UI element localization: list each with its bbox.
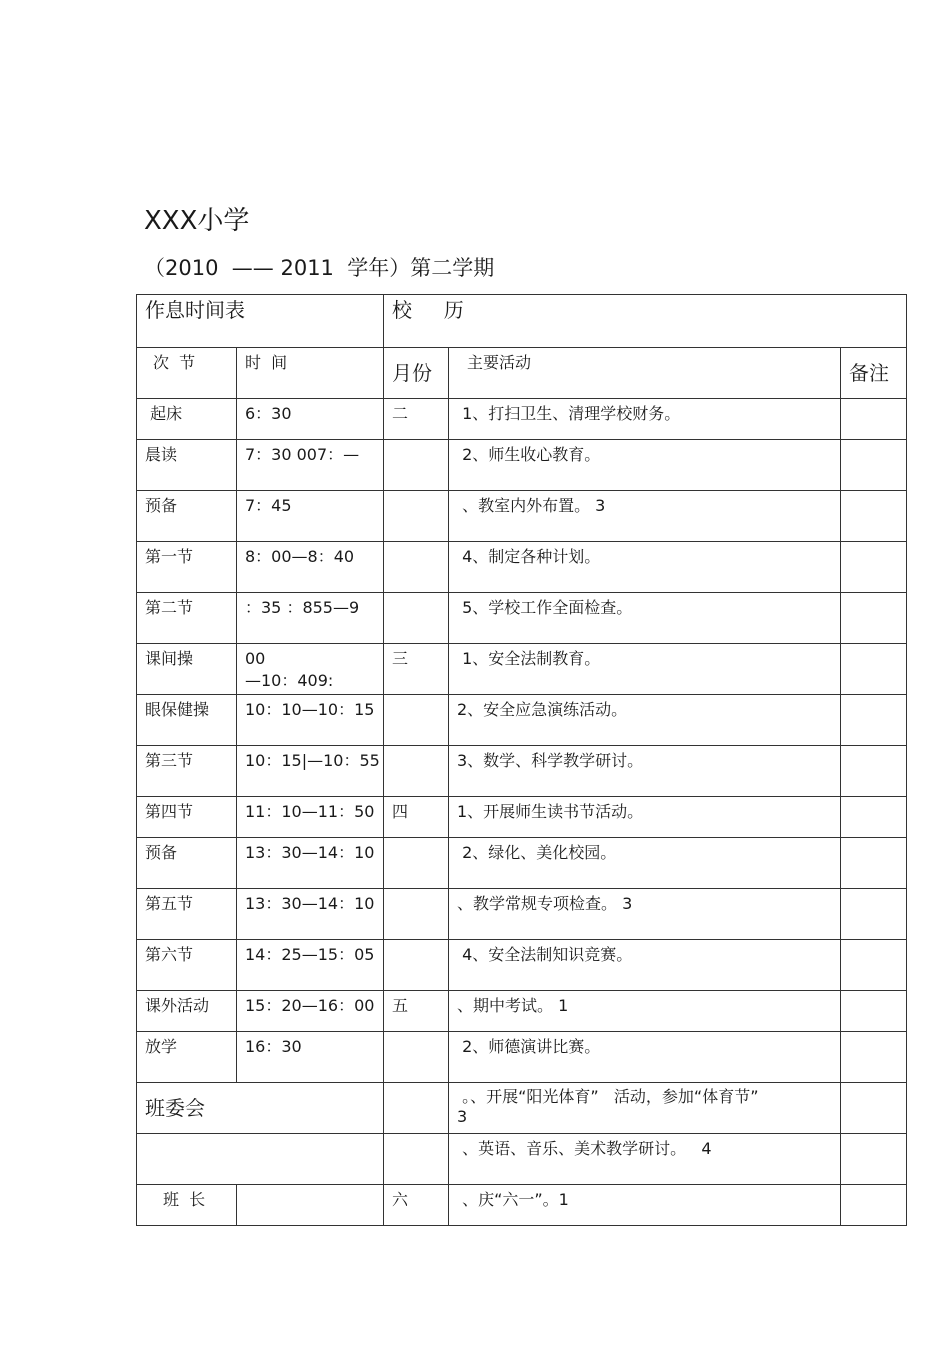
table-row xyxy=(137,593,907,644)
row-month: 五 xyxy=(392,996,409,1015)
table-row xyxy=(137,695,907,746)
header-time xyxy=(237,348,384,399)
row-activity: 、英语、音乐、美术教学研讨。 4 xyxy=(457,1139,712,1158)
committee-label: 班委会 xyxy=(145,1096,205,1120)
table-row xyxy=(137,542,907,593)
monitor-label: 班 长 xyxy=(163,1190,206,1209)
row-note xyxy=(841,644,907,695)
row-month: 二 xyxy=(392,404,409,423)
row-activity: 4、制定各种计划。 xyxy=(457,547,601,566)
calendar-title-cell xyxy=(384,295,907,348)
row-note xyxy=(841,440,907,491)
row-month xyxy=(384,542,448,546)
row-section: 眼保健操 xyxy=(145,700,210,719)
row-month: 三 xyxy=(392,649,409,668)
row-section: 课外活动 xyxy=(145,996,210,1015)
row-month xyxy=(384,889,448,893)
row-activity: 2、安全应急演练活动。 xyxy=(457,700,628,719)
row-time: 7：30 007：— xyxy=(245,445,360,464)
row-time: 13：30—14：10 xyxy=(245,843,375,862)
header-month xyxy=(384,348,449,399)
schedule-calendar-table xyxy=(136,294,907,1226)
table-row xyxy=(137,838,907,889)
row-activity: 5、学校工作全面检查。 xyxy=(457,598,633,617)
school-name: XXX小学 xyxy=(144,206,250,236)
row-month xyxy=(384,838,448,842)
table-row xyxy=(137,746,907,797)
row-month xyxy=(384,491,448,495)
row-time: 10：15|—10：55 xyxy=(245,751,380,770)
row-activity: 2、师德演讲比赛。 xyxy=(457,1037,601,1056)
row-time: 10：10—10：15 xyxy=(245,700,375,719)
row-activity: 1、开展师生读书节活动。 xyxy=(457,802,644,821)
row-section: 课间操 xyxy=(145,649,194,668)
row-note xyxy=(841,491,907,542)
row-activity: 2、绿化、美化校园。 xyxy=(457,843,617,862)
table-row xyxy=(137,797,907,838)
table-row xyxy=(137,1032,907,1083)
row-activity: 4、安全法制知识竞赛。 xyxy=(457,945,633,964)
row-time: 6：30 xyxy=(245,404,292,423)
table-row xyxy=(137,1134,907,1185)
row-activity: 、教室内外布置。 3 xyxy=(457,496,606,515)
header-time-label: 时 间 xyxy=(245,353,288,372)
row-activity: 、期中考试。 1 xyxy=(457,996,569,1015)
header-activity-label: 主要活动 xyxy=(467,353,532,372)
header-section xyxy=(137,348,237,399)
schedule-title: 作息时间表 xyxy=(145,298,245,322)
row-note xyxy=(841,695,907,746)
row-note xyxy=(841,542,907,593)
row-section: 预备 xyxy=(145,496,178,515)
row-note xyxy=(841,940,907,991)
table-row xyxy=(137,940,907,991)
monitor-row xyxy=(137,1185,907,1226)
row-time: 14：25—15：05 xyxy=(245,945,375,964)
calendar-title: 校 历 xyxy=(392,298,464,322)
row-activity: 3、数学、科学教学研讨。 xyxy=(457,751,644,770)
row-time: 16：30 xyxy=(245,1037,302,1056)
row-note xyxy=(841,1083,907,1134)
row-section: 第六节 xyxy=(145,945,194,964)
row-note xyxy=(841,838,907,889)
row-section: 第二节 xyxy=(145,598,194,617)
row-note xyxy=(841,797,907,838)
row-note xyxy=(841,1185,907,1226)
row-time: ：35 ：855—9 xyxy=(245,598,360,617)
row-note xyxy=(841,1134,907,1185)
row-section: 第三节 xyxy=(145,751,194,770)
table-row xyxy=(137,399,907,440)
row-section: 第四节 xyxy=(145,802,194,821)
row-note xyxy=(841,399,907,440)
header-activity xyxy=(449,348,841,399)
row-section: 起床 xyxy=(145,404,183,423)
row-section: 预备 xyxy=(145,843,178,862)
row-section: 放学 xyxy=(145,1037,178,1056)
row-activity: 1、打扫卫生、清理学校财务。 xyxy=(457,404,681,423)
row-month xyxy=(384,593,448,597)
row-section: 晨读 xyxy=(145,445,178,464)
term-title: （2010 —— 2011 学年）第二学期 xyxy=(144,256,495,280)
row-time: 13：30—14：10 xyxy=(245,894,375,913)
row-note xyxy=(841,593,907,644)
row-time: 7：45 xyxy=(245,496,292,515)
schedule-title-cell xyxy=(137,295,384,348)
row-month xyxy=(384,746,448,750)
header-section-label: 次 节 xyxy=(153,353,196,372)
row-note xyxy=(841,889,907,940)
row-month xyxy=(384,440,448,444)
table-row xyxy=(137,991,907,1032)
row-activity: 1、安全法制教育。 xyxy=(457,649,601,668)
row-month xyxy=(384,940,448,944)
committee-row xyxy=(137,1083,907,1134)
header-note-label: 备注 xyxy=(849,361,889,385)
row-month: 六 xyxy=(392,1190,409,1209)
row-activity: 、教学常规专项检查。 3 xyxy=(457,894,633,913)
table-row xyxy=(137,889,907,940)
row-time: 00 —10：409: xyxy=(245,649,334,690)
row-section: 第五节 xyxy=(145,894,194,913)
row-section: 第一节 xyxy=(145,547,194,566)
row-note xyxy=(841,991,907,1032)
row-activity: 、庆“六一”。1 xyxy=(457,1190,569,1209)
row-time: 8：00—8：40 xyxy=(245,547,355,566)
header-month-label: 月份 xyxy=(392,361,432,385)
row-activity: 2、师生收心教育。 xyxy=(457,445,601,464)
row-month xyxy=(384,695,448,699)
table-row xyxy=(137,440,907,491)
row-note xyxy=(841,746,907,797)
row-month xyxy=(384,1032,448,1036)
row-time: 11：10—11：50 xyxy=(245,802,375,821)
row-time: 15：20—16：00 xyxy=(245,996,375,1015)
header-note xyxy=(841,348,907,399)
row-note xyxy=(841,1032,907,1083)
table-row xyxy=(137,491,907,542)
row-month: 四 xyxy=(392,802,409,821)
committee-activity: 。、开展“阳光体育” 活动，参加“体育节” 3 xyxy=(457,1087,759,1126)
table-row xyxy=(137,644,907,695)
